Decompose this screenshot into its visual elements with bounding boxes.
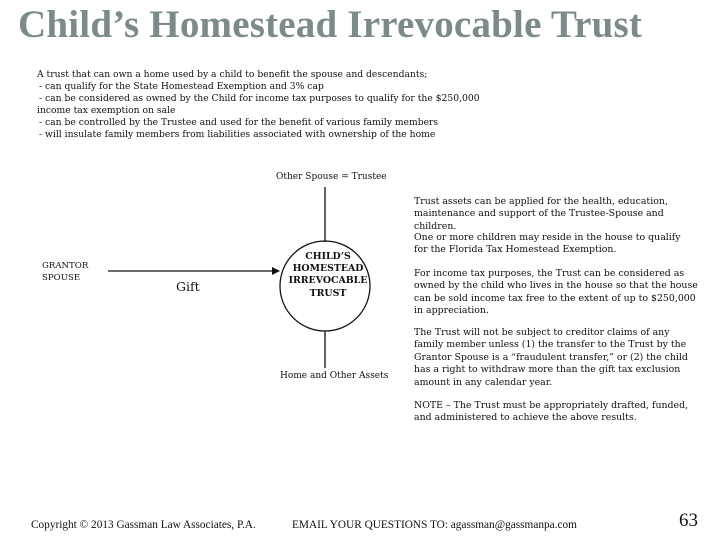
gift-label: Gift	[176, 279, 200, 294]
trustee-label: Other Spouse = Trustee	[276, 172, 387, 182]
grantor-line: SPOUSE	[42, 272, 81, 283]
trust-name-line: CHILD’S	[305, 251, 351, 262]
trust-name	[280, 251, 376, 300]
note-health-education: Trust assets can be applied for the health, education, maintenance and support of the Trustee-Spouse and children.	[414, 196, 668, 232]
slide-title: Child’s Homestead Irrevocable Trust	[18, 3, 643, 46]
intro-line: income tax exemption on sale	[37, 105, 176, 117]
intro-line: - can be considered as owned by the Child for income tax purposes to qualify for the $250,000	[39, 93, 480, 105]
gift-arrowhead	[272, 267, 280, 275]
grantor-line: GRANTOR	[42, 261, 89, 271]
note-homestead-exemption: One or more children may reside in the house to qualify for the Florida Tax Homestead Exemption.	[414, 232, 681, 256]
note-creditor-claims: The Trust will not be subject to creditor claims of any family member unless (1) the transfer to the Trust by the Grantor Spouse is a “fraudulent transfer,” or (2) the child has a right to withdraw more than the gift tax exclusion amount in any calendar year.	[414, 327, 688, 388]
intro-line: - can qualify for the State Homestead Exemption and 3% cap	[39, 81, 324, 93]
intro-line: - can be controlled by the Trustee and used for the benefit of various family members	[39, 117, 439, 129]
note-income-tax: For income tax purposes, the Trust can be considered as owned by the child who lives in the house so that the house can be sold income tax free to the extent of up to $250,000 in appreciation.	[414, 268, 698, 317]
trust-name-line: TRUST	[309, 287, 347, 299]
grantor-label	[42, 261, 88, 284]
trust-name-line: HOMESTEAD	[292, 263, 364, 275]
copyright-text: Copyright © 2013 Gassman Law Associates, P.A.	[31, 519, 256, 531]
note-drafting: NOTE – The Trust must be appropriately drafted, funded, and administered to achieve the above results.	[414, 400, 689, 424]
page-number: 63	[679, 510, 698, 531]
intro-line: - will insulate family members from liabilities associated with ownership of the home	[39, 129, 436, 141]
assets-label: Home and Other Assets	[280, 371, 389, 381]
email-text: EMAIL YOUR QUESTIONS TO: agassman@gassmanpa.com	[292, 519, 577, 531]
intro-line: A trust that can own a home used by a child to benefit the spouse and descendants;	[37, 69, 428, 80]
trust-name-line: IRREVOCABLE	[288, 275, 368, 287]
